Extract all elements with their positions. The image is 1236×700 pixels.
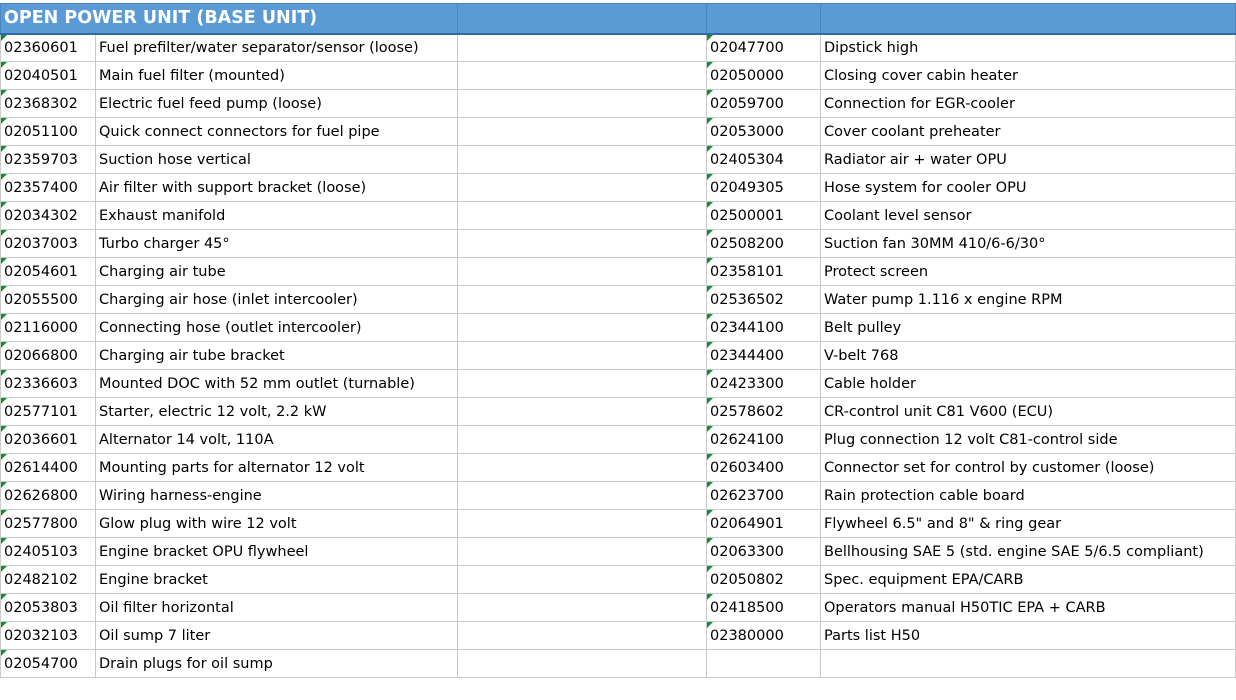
part-number-cell[interactable]: 02064901 bbox=[707, 510, 821, 538]
part-description-cell[interactable]: Glow plug with wire 12 volt bbox=[96, 510, 458, 538]
empty-cell[interactable] bbox=[458, 622, 707, 650]
empty-cell[interactable] bbox=[458, 90, 707, 118]
table-row bbox=[1, 62, 1236, 90]
part-number-cell[interactable] bbox=[707, 650, 821, 678]
part-description-cell[interactable]: Protect screen bbox=[821, 258, 1236, 286]
part-description-cell[interactable]: Radiator air + water OPU bbox=[821, 146, 1236, 174]
empty-cell[interactable] bbox=[458, 230, 707, 258]
part-description-cell[interactable]: Coolant level sensor bbox=[821, 202, 1236, 230]
empty-cell[interactable] bbox=[458, 510, 707, 538]
table-row bbox=[1, 146, 1236, 174]
parts-table bbox=[0, 3, 1236, 678]
part-number-cell[interactable]: 02037003 bbox=[1, 230, 96, 258]
table-row bbox=[1, 34, 1236, 62]
part-number-cell[interactable]: 02336603 bbox=[1, 370, 96, 398]
empty-cell[interactable] bbox=[458, 538, 707, 566]
part-description-cell[interactable]: Spec. equipment EPA/CARB bbox=[821, 566, 1236, 594]
table-row bbox=[1, 202, 1236, 230]
part-number-cell[interactable]: 02040501 bbox=[1, 62, 96, 90]
empty-cell[interactable] bbox=[458, 398, 707, 426]
part-description-cell[interactable]: Hose system for cooler OPU bbox=[821, 174, 1236, 202]
empty-cell[interactable] bbox=[458, 202, 707, 230]
part-description-cell[interactable]: Rain protection cable board bbox=[821, 482, 1236, 510]
table-row bbox=[1, 398, 1236, 426]
header-empty-cell[interactable] bbox=[458, 4, 707, 34]
header-row bbox=[1, 4, 1236, 34]
part-description-cell[interactable]: Electric fuel feed pump (loose) bbox=[96, 90, 458, 118]
part-number-cell[interactable]: 02359703 bbox=[1, 146, 96, 174]
table-row bbox=[1, 342, 1236, 370]
empty-cell[interactable] bbox=[458, 118, 707, 146]
part-number-cell[interactable]: 02357400 bbox=[1, 174, 96, 202]
part-description-cell[interactable]: Engine bracket bbox=[96, 566, 458, 594]
part-description-cell[interactable] bbox=[821, 650, 1236, 678]
part-description-cell[interactable]: Closing cover cabin heater bbox=[821, 62, 1236, 90]
part-description-cell[interactable]: Cover coolant preheater bbox=[821, 118, 1236, 146]
table-row bbox=[1, 594, 1236, 622]
empty-cell[interactable] bbox=[458, 650, 707, 678]
part-description-cell[interactable]: CR-control unit C81 V600 (ECU) bbox=[821, 398, 1236, 426]
table-row bbox=[1, 650, 1236, 678]
part-number-cell[interactable]: 02059700 bbox=[707, 90, 821, 118]
part-description-cell[interactable]: Suction fan 30MM 410/6-6/30° bbox=[821, 230, 1236, 258]
part-description-cell[interactable]: Flywheel 6.5" and 8" & ring gear bbox=[821, 510, 1236, 538]
part-number-cell[interactable]: 02405103 bbox=[1, 538, 96, 566]
part-number-cell[interactable]: 02051100 bbox=[1, 118, 96, 146]
part-description-cell[interactable]: Water pump 1.116 x engine RPM bbox=[821, 286, 1236, 314]
empty-cell[interactable] bbox=[458, 370, 707, 398]
part-description-cell[interactable]: Connector set for control by customer (loose) bbox=[821, 454, 1236, 482]
part-description-cell[interactable]: Connection for EGR-cooler bbox=[821, 90, 1236, 118]
part-description-cell[interactable]: Suction hose vertical bbox=[96, 146, 458, 174]
table-row bbox=[1, 118, 1236, 146]
table-row bbox=[1, 566, 1236, 594]
empty-cell[interactable] bbox=[458, 454, 707, 482]
part-number-cell[interactable]: 02418500 bbox=[707, 594, 821, 622]
table-row bbox=[1, 174, 1236, 202]
part-description-cell[interactable]: Exhaust manifold bbox=[96, 202, 458, 230]
part-description-cell[interactable]: Mounting parts for alternator 12 volt bbox=[96, 454, 458, 482]
part-description-cell[interactable]: Fuel prefilter/water separator/sensor (loose) bbox=[96, 34, 458, 62]
empty-cell[interactable] bbox=[458, 426, 707, 454]
empty-cell[interactable] bbox=[458, 34, 707, 62]
part-number-cell[interactable]: 02577101 bbox=[1, 398, 96, 426]
part-number-cell[interactable]: 02423300 bbox=[707, 370, 821, 398]
part-number-cell[interactable]: 02066800 bbox=[1, 342, 96, 370]
empty-cell[interactable] bbox=[458, 62, 707, 90]
header-title-cell[interactable] bbox=[1, 4, 458, 34]
part-number-cell[interactable]: 02380000 bbox=[707, 622, 821, 650]
part-number-cell[interactable]: 02053000 bbox=[707, 118, 821, 146]
part-number-cell[interactable]: 02626800 bbox=[1, 482, 96, 510]
empty-cell[interactable] bbox=[458, 314, 707, 342]
part-number-cell[interactable]: 02482102 bbox=[1, 566, 96, 594]
table-row bbox=[1, 426, 1236, 454]
part-description-cell[interactable]: Oil sump 7 liter bbox=[96, 622, 458, 650]
part-number-cell[interactable]: 02063300 bbox=[707, 538, 821, 566]
part-number-cell[interactable]: 02624100 bbox=[707, 426, 821, 454]
part-description-cell[interactable]: Wiring harness-engine bbox=[96, 482, 458, 510]
part-description-cell[interactable]: Bellhousing SAE 5 (std. engine SAE 5/6.5 compliant) bbox=[821, 538, 1236, 566]
header-empty-cell[interactable] bbox=[707, 4, 821, 34]
empty-cell[interactable] bbox=[458, 594, 707, 622]
part-number-cell[interactable]: 02577800 bbox=[1, 510, 96, 538]
table-row bbox=[1, 230, 1236, 258]
part-number-cell[interactable]: 02054601 bbox=[1, 258, 96, 286]
part-number-cell[interactable]: 02500001 bbox=[707, 202, 821, 230]
part-number-cell[interactable]: 02405304 bbox=[707, 146, 821, 174]
table-row bbox=[1, 538, 1236, 566]
part-description-cell[interactable]: Mounted DOC with 52 mm outlet (turnable) bbox=[96, 370, 458, 398]
part-description-cell[interactable]: Charging air tube bracket bbox=[96, 342, 458, 370]
part-description-cell[interactable]: Cable holder bbox=[821, 370, 1236, 398]
part-description-cell[interactable]: Quick connect connectors for fuel pipe bbox=[96, 118, 458, 146]
part-number-cell[interactable]: 02508200 bbox=[707, 230, 821, 258]
empty-cell[interactable] bbox=[458, 482, 707, 510]
part-number-cell[interactable]: 02032103 bbox=[1, 622, 96, 650]
part-number-cell[interactable]: 02054700 bbox=[1, 650, 96, 678]
table-row bbox=[1, 510, 1236, 538]
part-description-cell[interactable]: Alternator 14 volt, 110A bbox=[96, 426, 458, 454]
part-description-cell[interactable]: Oil filter horizontal bbox=[96, 594, 458, 622]
part-number-cell[interactable]: 02368302 bbox=[1, 90, 96, 118]
part-number-cell[interactable]: 02050000 bbox=[707, 62, 821, 90]
part-number-cell[interactable]: 02055500 bbox=[1, 286, 96, 314]
table-row bbox=[1, 622, 1236, 650]
part-description-cell[interactable]: Connecting hose (outlet intercooler) bbox=[96, 314, 458, 342]
part-description-cell[interactable]: Parts list H50 bbox=[821, 622, 1236, 650]
part-number-cell[interactable]: 02034302 bbox=[1, 202, 96, 230]
part-description-cell[interactable]: Drain plugs for oil sump bbox=[96, 650, 458, 678]
part-number-cell[interactable]: 02614400 bbox=[1, 454, 96, 482]
table-row bbox=[1, 314, 1236, 342]
table-row bbox=[1, 90, 1236, 118]
empty-cell[interactable] bbox=[458, 286, 707, 314]
table-row bbox=[1, 370, 1236, 398]
part-description-cell[interactable]: Main fuel filter (mounted) bbox=[96, 62, 458, 90]
empty-cell[interactable] bbox=[458, 146, 707, 174]
part-description-cell[interactable]: Operators manual H50TIC EPA + CARB bbox=[821, 594, 1236, 622]
part-number-cell[interactable]: 02536502 bbox=[707, 286, 821, 314]
part-description-cell[interactable]: Belt pulley bbox=[821, 314, 1236, 342]
part-number-cell[interactable]: 02116000 bbox=[1, 314, 96, 342]
part-description-cell[interactable]: Charging air hose (inlet intercooler) bbox=[96, 286, 458, 314]
header-title: OPEN POWER UNIT (BASE UNIT) bbox=[4, 8, 318, 29]
part-number-cell[interactable]: 02049305 bbox=[707, 174, 821, 202]
part-number-cell[interactable]: 02603400 bbox=[707, 454, 821, 482]
part-description-cell[interactable]: Turbo charger 45° bbox=[96, 230, 458, 258]
part-number-cell[interactable]: 02578602 bbox=[707, 398, 821, 426]
part-number-cell[interactable]: 02053803 bbox=[1, 594, 96, 622]
part-number-cell[interactable]: 02047700 bbox=[707, 34, 821, 62]
part-description-cell[interactable]: Dipstick high bbox=[821, 34, 1236, 62]
part-number-cell[interactable]: 02344100 bbox=[707, 314, 821, 342]
part-description-cell[interactable]: Air filter with support bracket (loose) bbox=[96, 174, 458, 202]
empty-cell[interactable] bbox=[458, 342, 707, 370]
table-row bbox=[1, 482, 1236, 510]
table-row bbox=[1, 454, 1236, 482]
part-description-cell[interactable]: Starter, electric 12 volt, 2.2 kW bbox=[96, 398, 458, 426]
part-number-cell[interactable]: 02036601 bbox=[1, 426, 96, 454]
table-row bbox=[1, 258, 1236, 286]
part-description-cell[interactable]: V-belt 768 bbox=[821, 342, 1236, 370]
table-row bbox=[1, 286, 1236, 314]
part-number-cell[interactable]: 02344400 bbox=[707, 342, 821, 370]
part-number-cell[interactable]: 02358101 bbox=[707, 258, 821, 286]
empty-cell[interactable] bbox=[458, 174, 707, 202]
empty-cell[interactable] bbox=[458, 566, 707, 594]
part-number-cell[interactable]: 02623700 bbox=[707, 482, 821, 510]
part-number-cell[interactable]: 02050802 bbox=[707, 566, 821, 594]
part-number-cell[interactable]: 02360601 bbox=[1, 34, 96, 62]
empty-cell[interactable] bbox=[458, 258, 707, 286]
part-description-cell[interactable]: Plug connection 12 volt C81-control side bbox=[821, 426, 1236, 454]
part-description-cell[interactable]: Charging air tube bbox=[96, 258, 458, 286]
part-description-cell[interactable]: Engine bracket OPU flywheel bbox=[96, 538, 458, 566]
header-empty-cell[interactable] bbox=[821, 4, 1236, 34]
